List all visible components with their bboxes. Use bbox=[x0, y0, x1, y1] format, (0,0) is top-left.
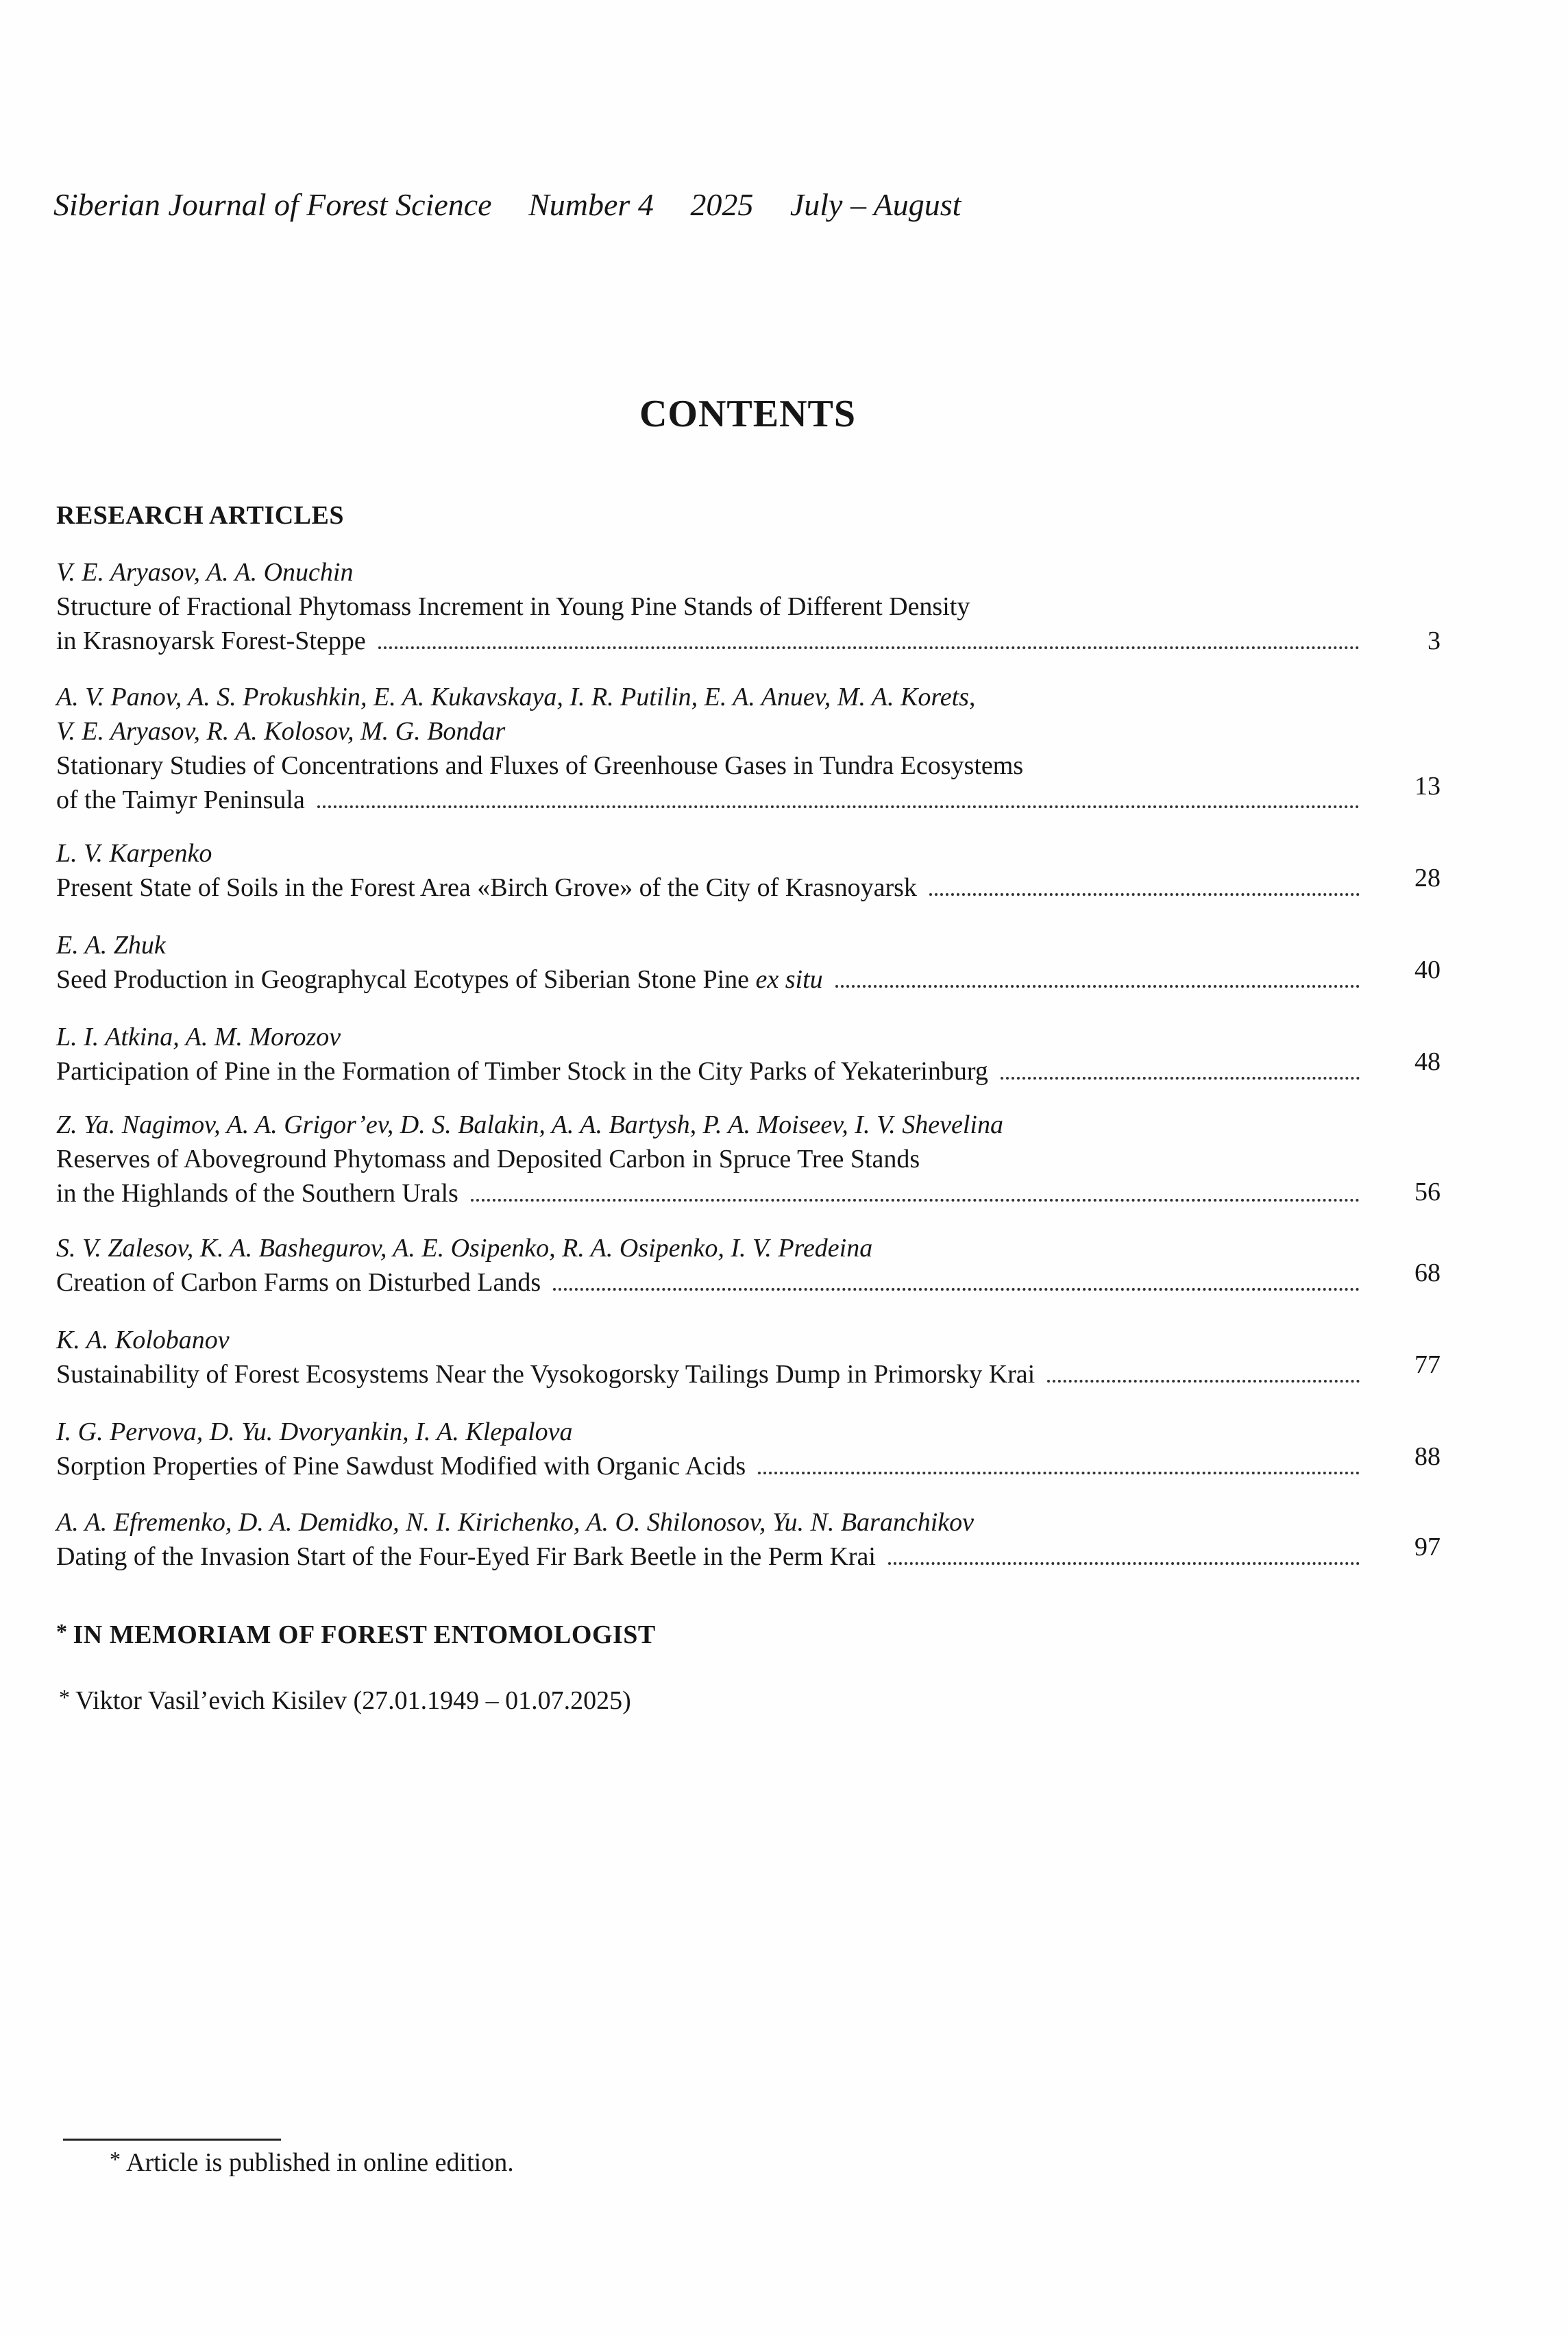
article-title-last-line bbox=[56, 1265, 1364, 1300]
article-title-last-line bbox=[56, 962, 1364, 997]
article-entry bbox=[56, 1020, 1441, 1088]
article-title-text: Present State of Soils in the Forest Area «Birch Grove» of the City of Krasnoyarsk bbox=[56, 873, 917, 902]
section-heading-research: RESEARCH ARTICLES bbox=[56, 501, 345, 530]
article-title-italic: ex situ bbox=[755, 965, 823, 994]
article-authors: L. V. Karpenko bbox=[56, 839, 212, 868]
article-page-number: 88 bbox=[1414, 1442, 1441, 1471]
article-title-last-line bbox=[56, 1054, 1364, 1088]
dot-leader bbox=[378, 646, 1360, 649]
article-title-last-line bbox=[56, 1357, 1364, 1391]
article-entry bbox=[56, 836, 1441, 905]
article-authors: V. E. Aryasov, R. A. Kolosov, M. G. Bondar bbox=[56, 717, 506, 746]
article-page-number: 56 bbox=[1414, 1178, 1441, 1206]
article-authors: V. E. Aryasov, A. A. Onuchin bbox=[56, 558, 354, 587]
dot-leader bbox=[553, 1288, 1360, 1291]
dot-leader bbox=[835, 985, 1360, 988]
article-title-last-line bbox=[56, 871, 1364, 905]
article-title-text: Sorption Properties of Pine Sawdust Modified with Organic Acids bbox=[56, 1452, 746, 1481]
article-title-last-line bbox=[56, 624, 1364, 658]
issue-period: July – August bbox=[789, 187, 961, 222]
article-page-number: 77 bbox=[1414, 1350, 1441, 1379]
asterisk-marker: * bbox=[110, 2147, 121, 2171]
article-title-text: of the Taimyr Peninsula bbox=[56, 786, 305, 814]
article-title-last-line bbox=[56, 1176, 1364, 1210]
journal-name: Siberian Journal of Forest Science bbox=[53, 187, 492, 222]
article-title-last-line bbox=[56, 1449, 1364, 1483]
article-page-number: 28 bbox=[1414, 864, 1441, 892]
article-title-line: Reserves of Aboveground Phytomass and Deposited Carbon in Spruce Tree Stands bbox=[56, 1145, 920, 1173]
article-page-number: 97 bbox=[1414, 1533, 1441, 1561]
article-entry bbox=[56, 555, 1441, 658]
article-page-number: 48 bbox=[1414, 1047, 1441, 1076]
article-entry bbox=[56, 1323, 1441, 1391]
article-title-text: Sustainability of Forest Ecosystems Near the Vysokogorsky Tailings Dump in Primorsky Krai bbox=[56, 1360, 1036, 1389]
memoriam-heading-text: IN MEMORIAM OF FOREST ENTOMOLOGIST bbox=[73, 1620, 656, 1649]
article-title-line: Stationary Studies of Concentrations and Fluxes of Greenhouse Gases in Tundra Ecosystems bbox=[56, 751, 1024, 780]
article-title-text: Participation of Pine in the Formation of Timber Stock in the City Parks of Yekaterinburg bbox=[56, 1057, 988, 1086]
article-authors: S. V. Zalesov, K. A. Bashegurov, A. E. Osipenko, R. A. Osipenko, I. V. Predeina bbox=[56, 1234, 873, 1263]
article-authors: Z. Ya. Nagimov, A. A. Grigor’ev, D. S. Balakin, A. A. Bartysh, P. A. Moiseev, I. V. Shevelina bbox=[56, 1110, 1003, 1139]
article-title-last-line bbox=[56, 1540, 1364, 1574]
dot-leader bbox=[1047, 1380, 1360, 1383]
article-page-number: 3 bbox=[1428, 626, 1441, 655]
asterisk-marker: * bbox=[59, 1685, 70, 1710]
memoriam-entry bbox=[59, 1685, 631, 1716]
article-authors: A. V. Panov, A. S. Prokushkin, E. A. Kukavskaya, I. R. Putilin, E. A. Anuev, M. A. Korets, bbox=[56, 683, 976, 711]
article-title-text: in the Highlands of the Southern Urals bbox=[56, 1179, 458, 1208]
article-page-number: 40 bbox=[1414, 956, 1441, 984]
article-page-number: 13 bbox=[1414, 772, 1441, 801]
section-heading-memoriam bbox=[56, 1619, 656, 1650]
page-title: CONTENTS bbox=[639, 393, 857, 435]
article-title-text bbox=[56, 962, 823, 997]
article-title-text: Dating of the Invasion Start of the Four-Eyed Fir Bark Beetle in the Perm Krai bbox=[56, 1542, 876, 1571]
asterisk-marker: * bbox=[56, 1619, 68, 1644]
article-entry bbox=[56, 1108, 1441, 1210]
dot-leader bbox=[888, 1562, 1360, 1565]
article-title-text: in Krasnoyarsk Forest-Steppe bbox=[56, 626, 366, 655]
dot-leader bbox=[317, 805, 1360, 808]
memoriam-entry-text: Viktor Vasil’evich Kisilev (27.01.1949 – 01.07.2025) bbox=[75, 1686, 631, 1715]
article-entry bbox=[56, 1415, 1441, 1483]
article-authors: A. A. Efremenko, D. A. Demidko, N. I. Kirichenko, A. O. Shilonosov, Yu. N. Baranchikov bbox=[56, 1508, 974, 1537]
article-authors: K. A. Kolobanov bbox=[56, 1326, 230, 1354]
article-entry bbox=[56, 928, 1441, 997]
footnote bbox=[110, 2147, 514, 2178]
dot-leader bbox=[471, 1199, 1360, 1202]
article-title-roman: Seed Production in Geographycal Ecotypes of Siberian Stone Pine bbox=[56, 965, 750, 994]
article-authors: I. G. Pervova, D. Yu. Dvoryankin, I. A. Klepalova bbox=[56, 1418, 573, 1446]
footnote-text: Article is published in online edition. bbox=[126, 2148, 514, 2177]
article-title-line: Structure of Fractional Phytomass Increment in Young Pine Stands of Different Density bbox=[56, 592, 970, 621]
article-authors: E. A. Zhuk bbox=[56, 931, 166, 960]
article-entry bbox=[56, 1231, 1441, 1300]
article-authors: L. I. Atkina, A. M. Morozov bbox=[56, 1023, 341, 1051]
article-title-text: Creation of Carbon Farms on Disturbed Lands bbox=[56, 1268, 541, 1297]
issue-year: 2025 bbox=[690, 187, 754, 222]
journal-header bbox=[53, 186, 990, 223]
article-title-last-line bbox=[56, 783, 1364, 817]
dot-leader bbox=[758, 1472, 1360, 1474]
article-entry bbox=[56, 1505, 1441, 1574]
dot-leader bbox=[1001, 1077, 1360, 1080]
dot-leader bbox=[929, 893, 1360, 896]
article-entry bbox=[56, 680, 1441, 817]
article-page-number: 68 bbox=[1414, 1258, 1441, 1287]
issue-number: Number 4 bbox=[528, 187, 654, 222]
footnote-rule bbox=[63, 2139, 281, 2141]
